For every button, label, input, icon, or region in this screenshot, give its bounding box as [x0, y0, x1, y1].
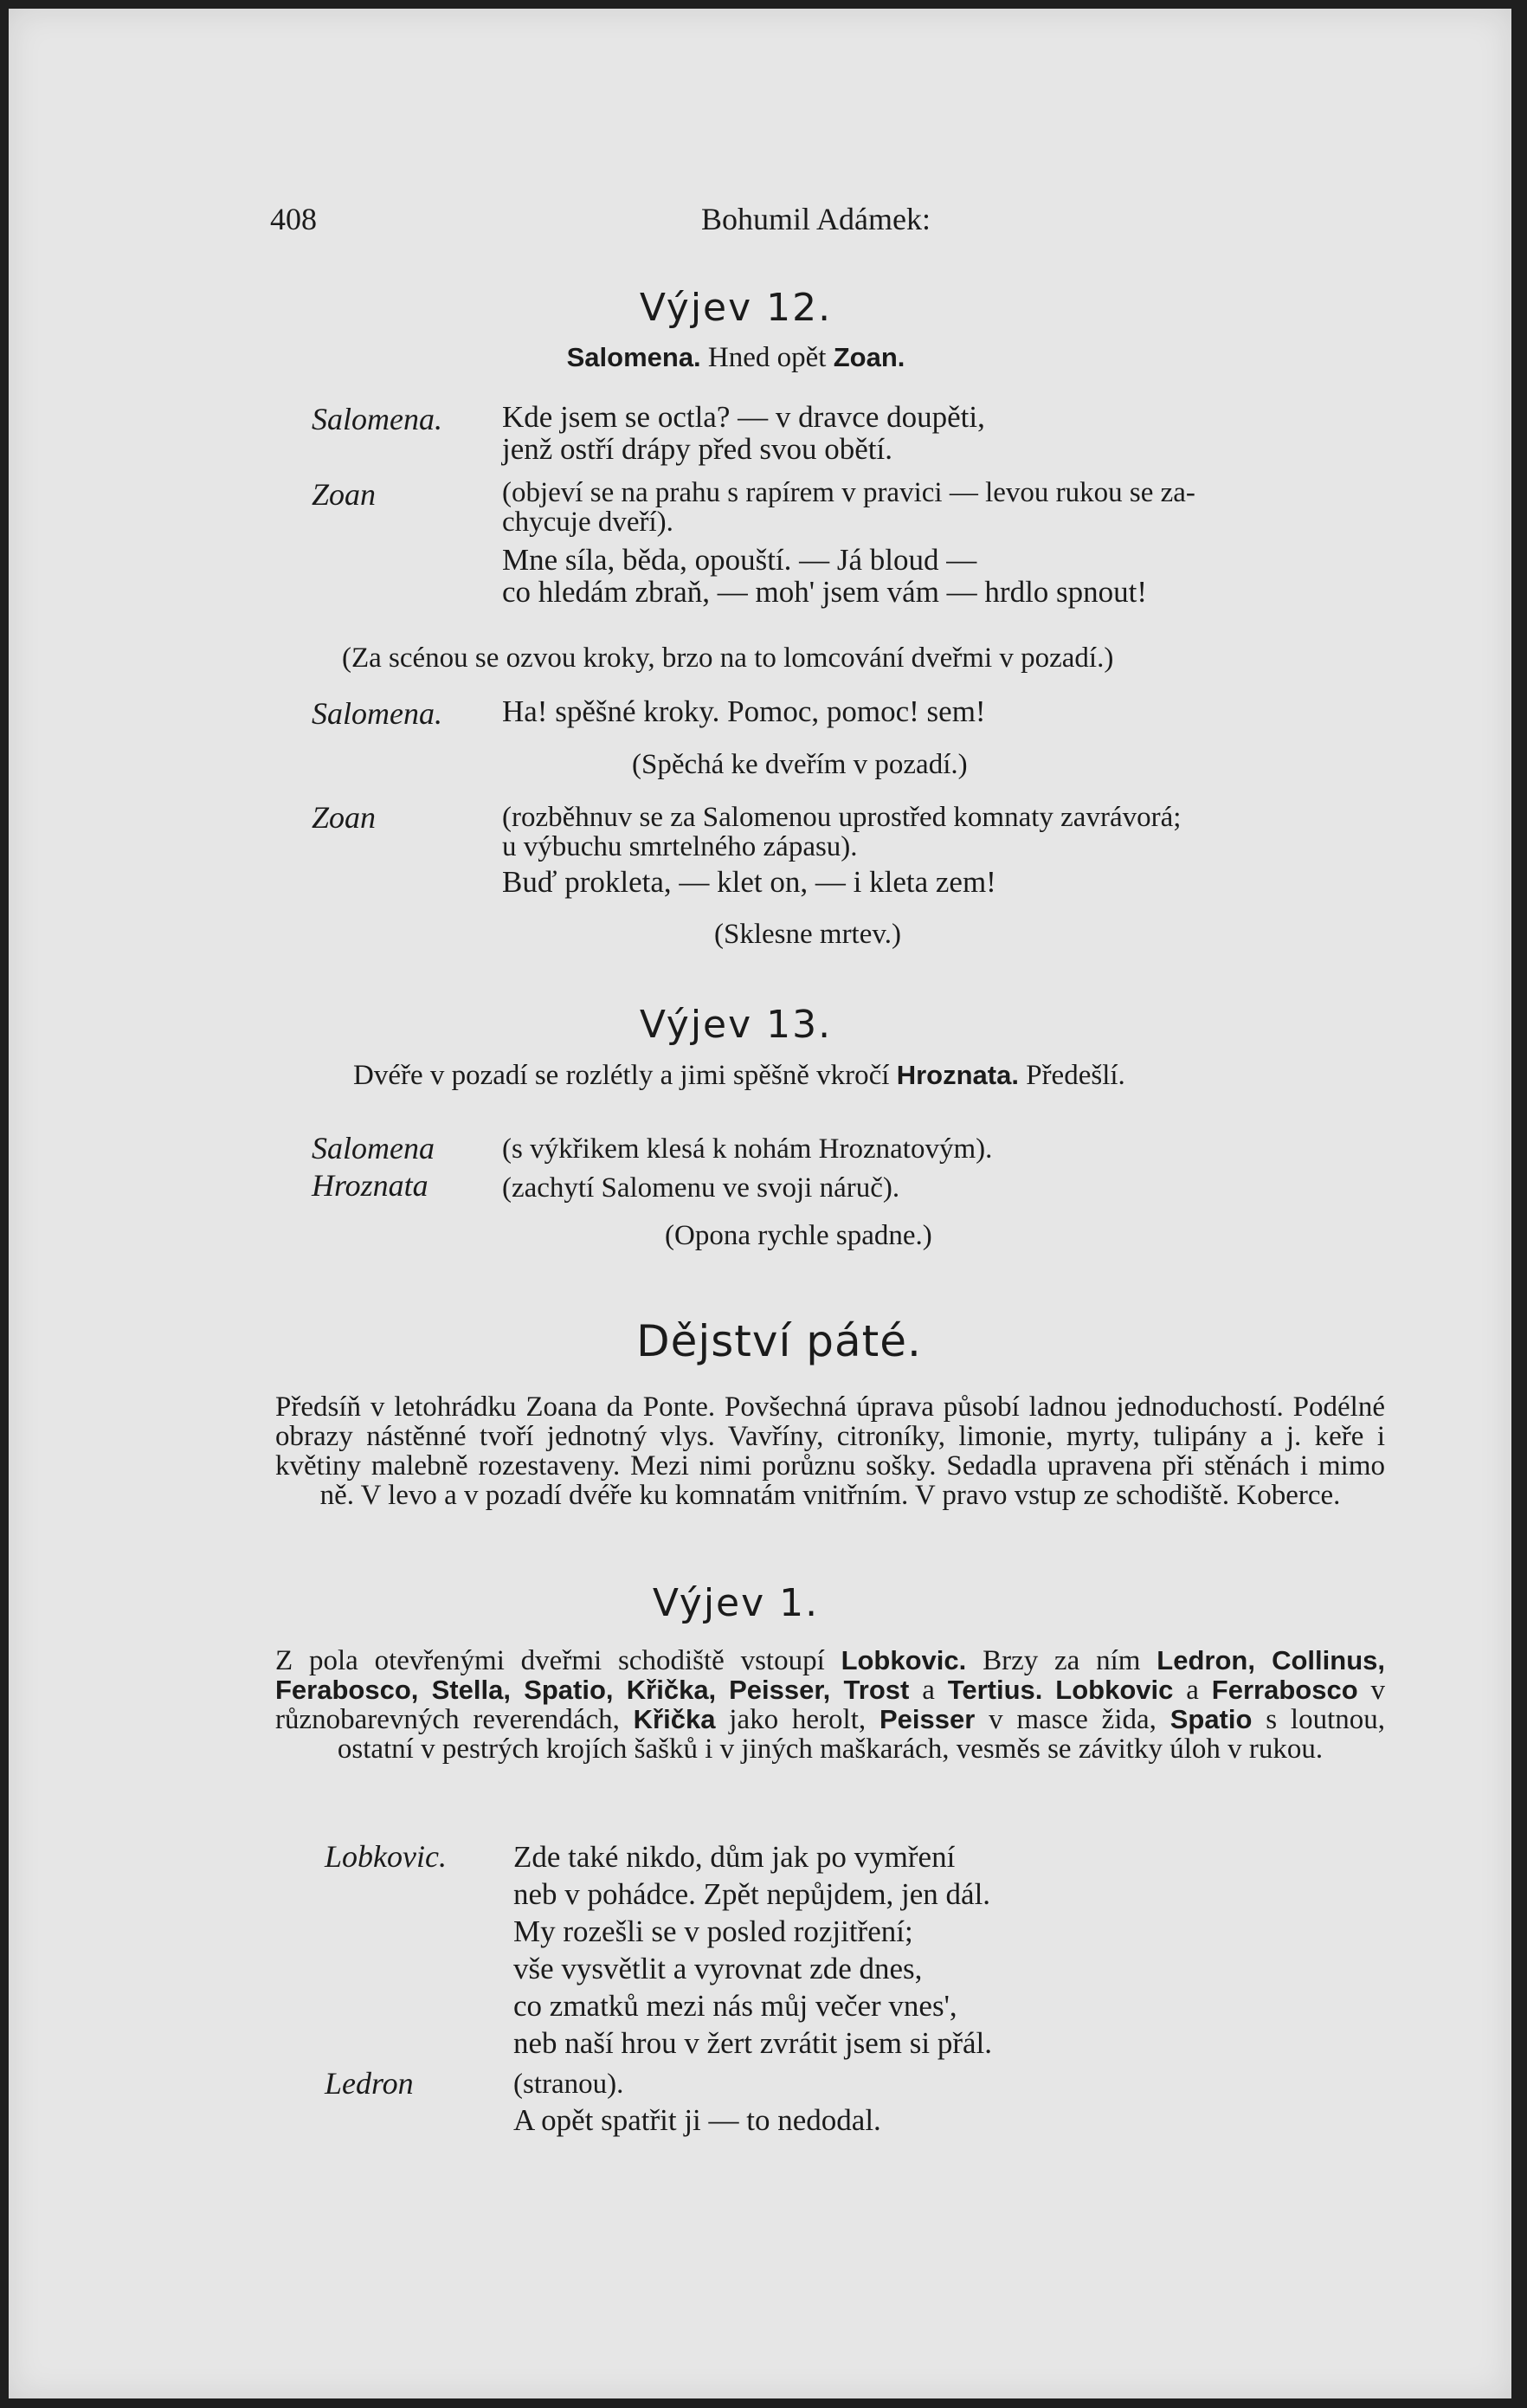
name-hroznata: Hroznata.	[896, 1060, 1019, 1090]
verse-line: Zde také nikdo, dům jak po vymření	[513, 1840, 956, 1874]
speaker-salomena: Salomena.	[312, 696, 442, 731]
verse-line: vše vysvětlit a vyrovnat zde dnes,	[513, 1952, 923, 1985]
stage-direction-ledron: (stranou).	[513, 2069, 624, 2100]
direction-line: (rozběhnuv se za Salomenou uprostřed komnaty zavrávorá;	[502, 802, 1182, 833]
stage-direction-salomena-2: (Spěchá ke dveřím v pozadí.)	[632, 749, 968, 780]
direction-text: Z pola otevřenými dveřmi schodiště vstoupí	[275, 1645, 841, 1676]
direction-text: s loutnou, ostatní v pestrých krojích šašků i v jiných maškarách, vesměs se závitky úloh v rukou.	[337, 1704, 1385, 1765]
speaker-salomena: Salomena	[312, 1131, 435, 1165]
scene-1-stage-direction	[275, 1646, 1385, 1764]
name-kricka: Křička	[633, 1704, 716, 1734]
stage-direction-zoan-1	[502, 478, 1195, 537]
running-head: Bohumil Adámek:	[701, 202, 931, 236]
verse-line: neb v pohádce. Zpět nepůjdem, jen dál.	[513, 1877, 991, 1911]
speaker-ledron: Ledron	[325, 2066, 414, 2101]
direction-text: Brzy za ním	[966, 1645, 1157, 1676]
speaker-salomena: Salomena.	[312, 402, 442, 436]
verse-line: jenž ostří drápy před svou obětí.	[502, 432, 893, 466]
cast-salomena: Salomena.	[566, 342, 701, 372]
verse-line: co hledám zbraň, — moh' jsem vám — hrdlo spnout!	[502, 575, 1148, 609]
speech-lobkovic	[513, 1838, 992, 2062]
stage-direction-zoan-2	[502, 803, 1181, 862]
speech-zoan-2: Buď prokleta, — klet on, — i kleta zem!	[502, 865, 996, 899]
direction-text: v masce žida,	[975, 1704, 1170, 1735]
name-tertius: Tertius.	[947, 1675, 1043, 1705]
direction-line: chycuje dveří).	[502, 507, 673, 538]
speaker-zoan: Zoan	[312, 800, 377, 835]
act-5-title: Dějství páté.	[636, 1316, 922, 1366]
act-5-setting: Předsíň v letohrádku Zoana da Ponte. Povšechná úprava působí ladnou jednoduchostí. Podélné obrazy nástěnné tvoří jednotný vlys. Vavříny, citroníky, limonie, myrty, tulipány a j. keře i květiny malebně rozestaveny. Mezi nimi porůznu sošky. Sedadla upravena při stěnách i mimo ně. V levo a v pozadí dvéře ku komnatám vnitřním. V pravo vstup ze schodiště. Koberce.	[275, 1391, 1385, 1511]
direction-text: Dvéře v pozadí se rozlétly a jimi spěšně vkročí	[353, 1060, 897, 1091]
stage-direction-death: (Sklesne mrtev.)	[714, 919, 901, 950]
scene-13-stage-direction	[353, 1061, 1125, 1090]
direction-line: u výbuchu smrtelného zápasu).	[502, 831, 858, 862]
direction-text: a	[909, 1675, 948, 1706]
stage-direction-offstage: (Za scénou se ozvou kroky, brzo na to lomcování dveřmi v pozadí.)	[342, 642, 1114, 674]
names-group: Peisser, Trost	[729, 1675, 910, 1705]
name-lobkovic: Lobkovic.	[841, 1645, 967, 1675]
name-peisser: Peisser	[879, 1704, 976, 1734]
stage-direction-curtain: (Opona rychle spadne.)	[665, 1220, 932, 1251]
scene-12-title: Výjev 12.	[639, 286, 833, 330]
direction-text	[1042, 1675, 1055, 1706]
verse-line: Kde jsem se octla? — v dravce doupěti,	[502, 400, 985, 434]
cast-zoan: Zoan.	[833, 342, 905, 372]
verse-line: My rozešli se v posled rozjitření;	[513, 1914, 913, 1948]
direction-line: (objeví se na prahu s rapírem v pravici — levou rukou se za-	[502, 477, 1195, 508]
verse-line: neb naší hrou v žert zvrátit jsem si přál.	[513, 2026, 993, 2060]
stage-direction-salomena-3: (s výkřikem klesá k nohám Hroznatovým).	[502, 1133, 993, 1165]
direction-text: jako herolt,	[715, 1704, 879, 1735]
direction-text: Předešlí.	[1018, 1060, 1125, 1091]
scene-13-title: Výjev 13.	[639, 1003, 833, 1047]
scene-1-title: Výjev 1.	[652, 1581, 820, 1625]
direction-text: a	[1173, 1675, 1212, 1706]
verse-line: co zmatků mezi nás můj večer vnes',	[513, 1989, 957, 2023]
names-group: Ledron, Collinus, Ferabosco, Stella, Spatio, Křička,	[275, 1645, 1385, 1705]
speech-salomena-1	[502, 401, 985, 465]
speech-salomena-2: Ha! spěšné kroky. Pomoc, pomoc! sem!	[502, 694, 986, 728]
name-spatio: Spatio	[1169, 1704, 1253, 1734]
speaker-zoan: Zoan	[312, 477, 377, 512]
speech-ledron: A opět spatřit ji — to nedodal.	[513, 2103, 881, 2137]
speech-zoan-1	[502, 544, 1147, 608]
scene-12-cast	[476, 342, 995, 374]
speaker-lobkovic: Lobkovic.	[325, 1839, 447, 1874]
direction-text: v různobarevných reverendách,	[275, 1675, 1386, 1735]
name-lobkovic: Lobkovic	[1055, 1675, 1174, 1705]
speaker-hroznata: Hroznata	[312, 1168, 428, 1203]
page-number: 408	[270, 202, 317, 236]
verse-line: Mne síla, běda, opouští. — Já bloud —	[502, 543, 977, 577]
name-ferrabosco: Ferrabosco	[1211, 1675, 1358, 1705]
cast-connector: Hned opět	[700, 342, 834, 373]
stage-direction-hroznata: (zachytí Salomenu ve svoji náruč).	[502, 1172, 900, 1204]
book-page	[9, 9, 1511, 2398]
